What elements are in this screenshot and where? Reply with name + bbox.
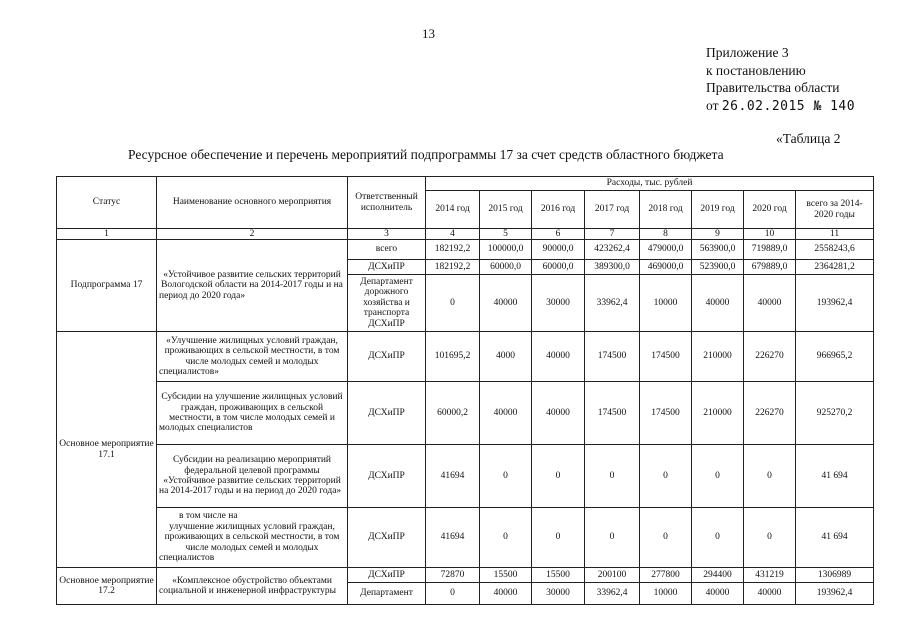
executor-cell: всего (348, 240, 426, 260)
value-cell: 40000 (744, 275, 796, 332)
value-cell: 389300,0 (585, 260, 640, 275)
index-cell: 4 (426, 229, 480, 240)
executor-cell: ДСХиПР (348, 568, 426, 583)
value-cell: 423262,4 (585, 240, 640, 260)
measure-cell: «Комплексное обустройство объектами социальной и инженерной инфраструктуры (157, 568, 348, 605)
value-cell: 2364281,2 (796, 260, 874, 275)
index-cell: 1 (57, 229, 157, 240)
executor-cell: ДСХиПР (348, 445, 426, 508)
value-cell: 33962,4 (585, 275, 640, 332)
index-cell: 6 (532, 229, 585, 240)
table-label: «Таблица 2 (776, 131, 841, 146)
value-cell: 60000,2 (426, 382, 480, 445)
appendix-line: Приложение 3 (706, 45, 789, 60)
value-cell: 33962,4 (585, 583, 640, 605)
value-cell: 90000,0 (532, 240, 585, 260)
value-cell: 174500 (585, 332, 640, 382)
value-cell: 60000,0 (532, 260, 585, 275)
value-cell: 100000,0 (480, 240, 532, 260)
index-cell: 10 (744, 229, 796, 240)
page-number: 13 (422, 26, 435, 41)
index-cell: 7 (585, 229, 640, 240)
value-cell: 719889,0 (744, 240, 796, 260)
value-cell: 41694 (426, 445, 480, 508)
value-cell: 0 (692, 445, 744, 508)
value-cell: 523900,0 (692, 260, 744, 275)
value-cell: 4000 (480, 332, 532, 382)
value-cell: 0 (692, 508, 744, 568)
appendix-line: Правительства области (706, 80, 840, 95)
value-cell: 210000 (692, 382, 744, 445)
table-row (57, 382, 874, 445)
value-cell: 0 (585, 445, 640, 508)
value-cell: 226270 (744, 332, 796, 382)
value-cell: 174500 (640, 332, 692, 382)
value-cell: 679889,0 (744, 260, 796, 275)
status-cell: Основное мероприятие 17.2 (57, 568, 157, 605)
value-cell: 226270 (744, 382, 796, 445)
table-row (57, 568, 874, 583)
document-title: Ресурсное обеспечение и перечень мероприятий подпрограммы 17 за счет средств областного бюджета (128, 147, 724, 162)
value-cell: 41694 (426, 508, 480, 568)
index-cell: 2 (157, 229, 348, 240)
col-measure-header: Наименование основного мероприятия (157, 177, 348, 229)
value-cell: 294400 (692, 568, 744, 583)
value-cell: 40000 (480, 583, 532, 605)
value-cell: 966965,2 (796, 332, 874, 382)
value-cell: 563900,0 (692, 240, 744, 260)
year-header: 2017 год (585, 191, 640, 229)
col-expenses-header: Расходы, тыс. рублей (426, 177, 874, 191)
executor-cell: ДСХиПР (348, 260, 426, 275)
value-cell: 0 (640, 508, 692, 568)
year-header: 2019 год (692, 191, 744, 229)
value-cell: 40000 (692, 275, 744, 332)
value-cell: 30000 (532, 275, 585, 332)
year-header: 2018 год (640, 191, 692, 229)
value-cell: 72870 (426, 568, 480, 583)
value-cell: 0 (480, 508, 532, 568)
table-row (57, 240, 874, 260)
executor-cell: Департамент дорожного хозяйства и транспорта ДСХиПР (348, 275, 426, 332)
year-header: 2014 год (426, 191, 480, 229)
table-row (57, 445, 874, 508)
measure-cell: Субсидии на улучшение жилищных условий граждан, проживающих в сельской местности, в том числе молодых семей и молодых специалистов (157, 382, 348, 445)
status-cell: Основное мероприятие 17.1 (57, 332, 157, 568)
value-cell: 0 (744, 445, 796, 508)
value-cell: 10000 (640, 583, 692, 605)
value-cell: 40000 (532, 332, 585, 382)
value-cell: 41 694 (796, 445, 874, 508)
value-cell: 15500 (532, 568, 585, 583)
value-cell: 40000 (532, 382, 585, 445)
table-row (57, 332, 874, 382)
index-row (57, 229, 874, 240)
value-cell: 41 694 (796, 508, 874, 568)
decree-date-line (706, 97, 855, 116)
measure-prefix: в том числе на (179, 511, 238, 522)
table-row (57, 508, 874, 568)
value-cell: 40000 (480, 275, 532, 332)
col-status-header: Статус (57, 177, 157, 229)
year-header: 2020 год (744, 191, 796, 229)
value-cell: 200100 (585, 568, 640, 583)
value-cell: 0 (426, 275, 480, 332)
value-cell: 2558243,6 (796, 240, 874, 260)
measure-cell: «Улучшение жилищных условий граждан, проживающих в сельской местности, в том числе молодых семей и молодых специалистов» (157, 332, 348, 382)
index-cell: 8 (640, 229, 692, 240)
year-header: 2016 год (532, 191, 585, 229)
executor-cell: ДСХиПР (348, 508, 426, 568)
value-cell: 0 (585, 508, 640, 568)
value-cell: 469000,0 (640, 260, 692, 275)
value-cell: 210000 (692, 332, 744, 382)
value-cell: 174500 (585, 382, 640, 445)
value-cell: 101695,2 (426, 332, 480, 382)
index-cell: 3 (348, 229, 426, 240)
index-cell: 9 (692, 229, 744, 240)
measure-cell: «Устойчивое развитие сельских территорий Вологодской области на 2014-2017 годы и на период до 2020 года» (157, 240, 348, 332)
decree-date: 26.02.2015 № 140 (721, 98, 856, 114)
value-cell: 15500 (480, 568, 532, 583)
value-cell: 0 (532, 508, 585, 568)
value-cell: 182192,2 (426, 260, 480, 275)
value-cell: 479000,0 (640, 240, 692, 260)
value-cell: 182192,2 (426, 240, 480, 260)
year-header: 2015 год (480, 191, 532, 229)
col-executor-header: Ответственный исполнитель (348, 177, 426, 229)
measure-cell (157, 508, 348, 568)
value-cell: 1306989 (796, 568, 874, 583)
executor-cell: Департамент (348, 583, 426, 605)
decree-date-prefix: от (706, 97, 719, 113)
status-cell: Подпрограмма 17 (57, 240, 157, 332)
value-cell: 193962,4 (796, 275, 874, 332)
value-cell: 277800 (640, 568, 692, 583)
value-cell: 40000 (480, 382, 532, 445)
measure-cell: Субсидии на реализацию мероприятий федеральной целевой программы «Устойчивое развитие сельских территорий на 2014-2017 годы и на период до 2020 года» (157, 445, 348, 508)
value-cell: 60000,0 (480, 260, 532, 275)
appendix-block (706, 44, 855, 115)
index-cell: 5 (480, 229, 532, 240)
year-header: всего за 2014-2020 годы (796, 191, 874, 229)
value-cell: 0 (744, 508, 796, 568)
value-cell: 431219 (744, 568, 796, 583)
value-cell: 40000 (744, 583, 796, 605)
value-cell: 0 (640, 445, 692, 508)
header-row (57, 177, 874, 191)
value-cell: 0 (426, 583, 480, 605)
value-cell: 174500 (640, 382, 692, 445)
index-cell: 11 (796, 229, 874, 240)
value-cell: 10000 (640, 275, 692, 332)
value-cell: 30000 (532, 583, 585, 605)
budget-table (56, 176, 874, 605)
executor-cell: ДСХиПР (348, 382, 426, 445)
value-cell: 925270,2 (796, 382, 874, 445)
appendix-line: к постановлению (706, 62, 806, 78)
value-cell: 0 (532, 445, 585, 508)
measure-text: улучшение жилищных условий граждан, проживающих в сельской местности, в том числе молодых семей и молодых специалистов (159, 521, 340, 564)
value-cell: 193962,4 (796, 583, 874, 605)
executor-cell: ДСХиПР (348, 332, 426, 382)
value-cell: 40000 (692, 583, 744, 605)
value-cell: 0 (480, 445, 532, 508)
